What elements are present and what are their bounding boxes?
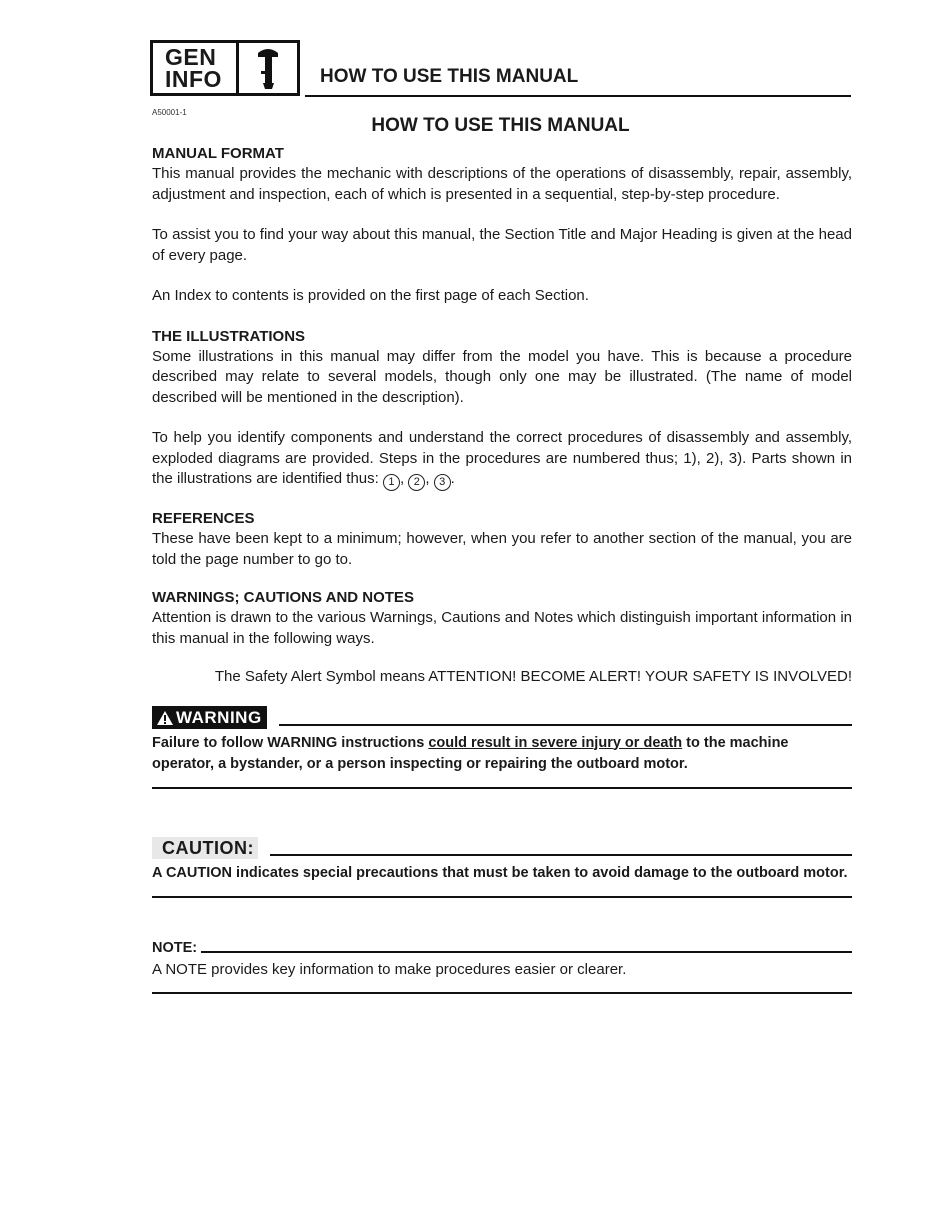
caution-text: A CAUTION indicates special precautions that must be taken to avoid damage to the outboard motor.: [152, 864, 848, 881]
warning-badge: [152, 706, 267, 729]
warning-text-part: to the machine operator, a bystander, or a person inspecting or repairing the outboard motor.: [152, 734, 789, 772]
caution-rule: [270, 854, 852, 856]
warning-rule: [279, 724, 852, 726]
caution-end-rule: [152, 896, 852, 898]
paragraph: This manual provides the mechanic with descriptions of the operations of disassembly, repair, assembly, adjustment and inspection, each of which is presented in a sequential, step-by-step procedure.: [152, 165, 852, 203]
page-title: HOW TO USE THIS MANUAL: [371, 115, 630, 136]
alert-triangle-icon: [156, 710, 174, 726]
note-header: [152, 940, 852, 956]
warning-text-underlined: could result in severe injury or death: [428, 734, 683, 751]
heading-illustrations: THE ILLUSTRATIONS: [152, 327, 306, 345]
note-end-rule: [152, 992, 852, 994]
circled-number-2: 2: [408, 474, 425, 491]
heading-references: REFERENCES: [152, 510, 255, 527]
warning-label: WARNING: [176, 707, 262, 727]
warning-text-part: Failure to follow WARNING instructions: [152, 734, 429, 751]
header-rule: [305, 95, 851, 97]
header-title: HOW TO USE THIS MANUAL: [320, 66, 579, 87]
paragraph: An Index to contents is provided on the first page of each Section.: [152, 287, 589, 304]
paragraph: To help you identify components and understand the correct procedures of disassembly and assembly, exploded diagrams are provided. Steps in the procedures are numbered thus; 1), 2), 3). Parts shown in the illustrations are identified thus: 1 , 2 , 3 .: [152, 428, 852, 491]
warning-end-rule: [152, 787, 852, 789]
section-badge-text: [153, 43, 239, 93]
page-code: A50001-1: [152, 108, 187, 117]
section-badge-line2: INFO: [165, 66, 222, 92]
paragraph: Some illustrations in this manual may differ from the model you have. This is because a procedure described may relate to several models, though only one may be illustrated. (The name of model described will be mentioned in the description).: [152, 347, 852, 406]
paragraph: Attention is drawn to the various Warnings, Cautions and Notes which distinguish important information in this manual in the following ways.: [152, 609, 852, 647]
section-badge: [150, 40, 300, 96]
note-text: A NOTE provides key information to make procedures easier or clearer.: [152, 960, 627, 978]
circled-number-1: 1: [383, 474, 400, 491]
page-content: [152, 144, 852, 994]
circled-number-3: 3: [434, 474, 451, 491]
paragraph: These have been kept to a minimum; however, when you refer to another section of the manual, you are told the page number to go to.: [152, 530, 852, 568]
outboard-motor-icon: [239, 43, 297, 93]
heading-warnings: WARNINGS; CAUTIONS AND NOTES: [152, 589, 414, 606]
caution-header: [152, 837, 852, 859]
caution-label: CAUTION:: [152, 837, 258, 859]
note-label: NOTE:: [152, 939, 198, 956]
warning-header: [152, 706, 852, 729]
warning-text: [152, 733, 852, 775]
heading-manual-format: MANUAL FORMAT: [152, 145, 284, 162]
paragraph: To assist you to find your way about this manual, the Section Title and Major Heading is given at the head of every page.: [152, 226, 852, 264]
paragraph-text: To help you identify components and understand the correct procedures of disassembly and assembly, exploded diagrams are provided. Steps in the procedures are numbered thus; 1), 2), 3). Parts shown in the illustrations are identified thus:: [152, 429, 852, 487]
safety-alert-statement: The Safety Alert Symbol means ATTENTION! BECOME ALERT! YOUR SAFETY IS INVOLVED!: [214, 668, 852, 685]
section-badge-line1: GEN: [165, 44, 217, 70]
note-rule: [201, 951, 852, 953]
